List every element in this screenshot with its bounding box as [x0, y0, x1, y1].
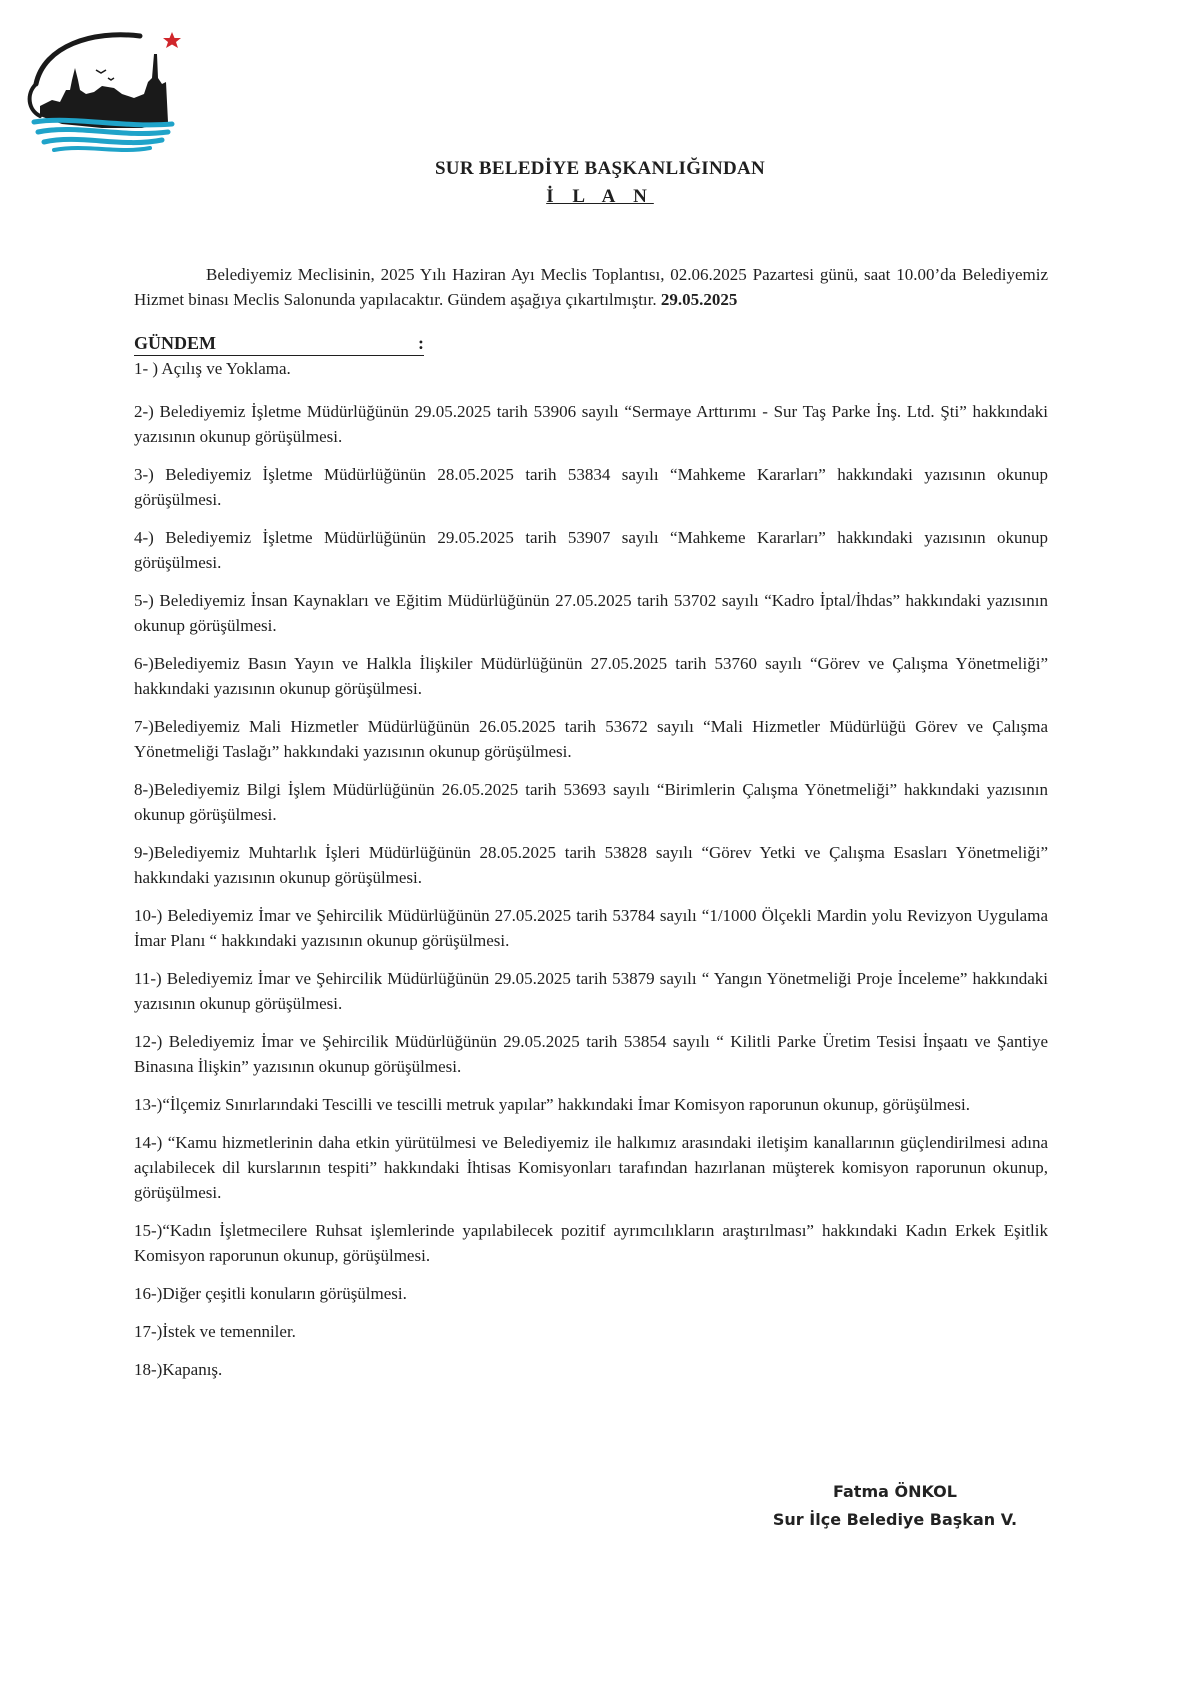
agenda-item: 3-) Belediyemiz İşletme Müdürlüğünün 28.05.2025 tarih 53834 sayılı “Mahkeme Kararları” hakkındaki yazısının okunup görüşülmesi.: [134, 465, 1048, 509]
agenda-item: 15-)“Kadın İşletmecilere Ruhsat işlemlerinde yapılabilecek pozitif ayrımcılıkların araştırılması” hakkındaki Kadın Erkek Eşitlik Komisyon raporunun okunup, görüşülmesi.: [134, 1221, 1048, 1265]
agenda-item: 8-)Belediyemiz Bilgi İşlem Müdürlüğünün 26.05.2025 tarih 53693 sayılı “Birimlerin Çalışma Yönetmeliği” hakkındaki yazısının okunup görüşülmesi.: [134, 780, 1048, 824]
agenda-heading: [134, 333, 424, 356]
agenda-item: 10-) Belediyemiz İmar ve Şehircilik Müdürlüğünün 27.05.2025 tarih 53784 sayılı “1/1000 Ölçekli Mardin yolu Revizyon Uygulama İmar Planı “ hakkındaki yazısının okunup görüşülmesi.: [134, 906, 1048, 950]
agenda-item: 1- ) Açılış ve Yoklama.: [134, 359, 291, 378]
document-subtitle: İ L A N: [546, 186, 654, 207]
agenda-item: 5-) Belediyemiz İnsan Kaynakları ve Eğitim Müdürlüğünün 27.05.2025 tarih 53702 sayılı “Kadro İptal/İhdas” hakkındaki yazısının okunup görüşülmesi.: [134, 591, 1048, 635]
agenda-item: 7-)Belediyemiz Mali Hizmetler Müdürlüğünün 26.05.2025 tarih 53672 sayılı “Mali Hizmetler Müdürlüğü Görev ve Çalışma Yönetmeliği Taslağı” hakkındaki yazısının okunup görüşülmesi.: [134, 717, 1048, 761]
agenda-item: 2-) Belediyemiz İşletme Müdürlüğünün 29.05.2025 tarih 53906 sayılı “Sermaye Arttırımı - Sur Taş Parke İnş. Ltd. Şti” hakkındaki yazısının okunup görüşülmesi.: [134, 402, 1048, 446]
agenda-item: 14-) “Kamu hizmetlerinin daha etkin yürütülmesi ve Belediyemiz ile halkımız arasındaki iletişim kanallarının güçlendirilmesi adına açılabilecek dil kurslarının tespiti” hakkındaki İhtisas Komisyonları tarafından hazırlanan müşterek komisyon raporunun okunup, görüşülmesi.: [134, 1133, 1048, 1202]
intro-text: Belediyemiz Meclisinin, 2025 Yılı Haziran Ayı Meclis Toplantısı, 02.06.2025 Pazartesi günü, saat 10.00’da Belediyemiz Hizmet binası Meclis Salonunda yapılacaktır. Gündem aşağıya çıkartılmıştır.: [134, 265, 1048, 309]
agenda-item: 13-)“İlçemiz Sınırlarındaki Tescilli ve tescilli metruk yapılar” hakkındaki İmar Komisyon raporunun okunup, görüşülmesi.: [134, 1095, 971, 1114]
agenda-heading-colon: :: [418, 333, 424, 353]
municipality-logo: [22, 24, 192, 156]
agenda-item: 18-)Kapanış.: [134, 1360, 223, 1379]
signatory-title: Sur İlçe Belediye Başkan V.: [772, 1510, 1018, 1529]
intro-date: 29.05.2025: [660, 290, 738, 309]
agenda-item: 6-)Belediyemiz Basın Yayın ve Halkla İlişkiler Müdürlüğünün 27.05.2025 tarih 53760 sayılı “Görev ve Çalışma Yönetmeliği” hakkındaki yazısının okunup görüşülmesi.: [134, 654, 1048, 698]
signatory-name: Fatma ÖNKOL: [833, 1482, 957, 1501]
intro-paragraph: [134, 262, 1048, 312]
agenda-item: 4-) Belediyemiz İşletme Müdürlüğünün 29.05.2025 tarih 53907 sayılı “Mahkeme Kararları” hakkındaki yazısının okunup görüşülmesi.: [134, 528, 1048, 572]
agenda-item: 11-) Belediyemiz İmar ve Şehircilik Müdürlüğünün 29.05.2025 tarih 53879 sayılı “ Yangın Yönetmeliği Proje İnceleme” hakkındaki yazısının okunup görüşülmesi.: [134, 969, 1048, 1013]
agenda-heading-label: GÜNDEM: [134, 333, 216, 353]
agenda-item: 16-)Diğer çeşitli konuların görüşülmesi.: [134, 1284, 407, 1303]
agenda-list: [134, 356, 1048, 1395]
agenda-item: 9-)Belediyemiz Muhtarlık İşleri Müdürlüğünün 28.05.2025 tarih 53828 sayılı “Görev Yetki ve Çalışma Esasları Yönetmeliği” hakkındaki yazısının okunup görüşülmesi.: [134, 843, 1048, 887]
document-title: SUR BELEDİYE BAŞKANLIĞINDAN: [434, 158, 766, 179]
agenda-item: 17-)İstek ve temenniler.: [134, 1322, 296, 1341]
agenda-item: 12-) Belediyemiz İmar ve Şehircilik Müdürlüğünün 29.05.2025 tarih 53854 sayılı “ Kilitli Parke Üretim Tesisi İnşaatı ve Şantiye Binasına İlişkin” yazısının okunup görüşülmesi.: [134, 1032, 1048, 1076]
